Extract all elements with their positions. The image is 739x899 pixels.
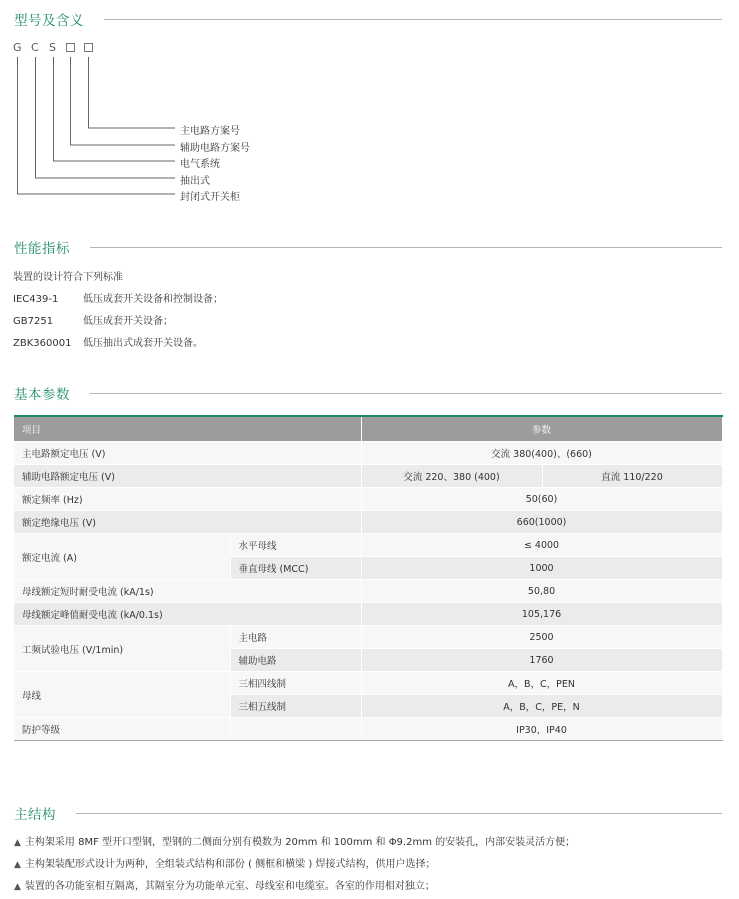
section-divider <box>90 247 722 248</box>
list-item <box>14 855 435 870</box>
standard-desc: 低压成套开关设备和控制设备； <box>83 294 223 305</box>
table-row <box>14 534 722 557</box>
model-letter-g: G <box>13 41 22 54</box>
table-row <box>14 626 722 649</box>
row-value: 105,176 <box>361 603 722 626</box>
table-row <box>14 488 722 511</box>
table-row <box>14 511 722 534</box>
triangle-bullet-icon: ▲ <box>14 882 21 892</box>
meaning-enclosed-switchgear: 封闭式开关柜 <box>180 192 240 203</box>
row-value: 50,80 <box>361 580 722 603</box>
list-item-text: 主构架采用 8MF 型开口型钢，型钢的二侧面分别有模数为 20mm 和 100mm 和 Φ9.2mm 的安装孔，内部安装灵活方便； <box>24 837 576 848</box>
section-divider <box>76 813 722 814</box>
row-label: 辅助电路额定电压 (V) <box>14 465 361 488</box>
row-sublabel: 三相五线制 <box>230 695 361 718</box>
performance-intro: 装置的设计符合下列标准 <box>13 272 123 283</box>
header-item: 项目 <box>14 416 361 442</box>
standard-row <box>13 312 173 327</box>
standard-desc: 低压抽出式成套开关设备。 <box>83 338 203 349</box>
row-sublabel: 主电路 <box>230 626 361 649</box>
placeholder-box-1 <box>66 43 75 52</box>
standard-desc: 低压成套开关设备； <box>83 316 173 327</box>
standard-code: ZBK360001 <box>13 338 72 349</box>
table-row <box>14 672 722 695</box>
row-label: 额定频率 (Hz) <box>14 488 361 511</box>
model-letter-s: S <box>49 41 56 54</box>
triangle-bullet-icon: ▲ <box>14 860 21 870</box>
row-value: IP30，IP40 <box>361 718 722 741</box>
row-label: 工频试验电压 (V/1min) <box>14 626 230 672</box>
row-value-dc: 直流 110/220 <box>542 465 722 488</box>
section-heading-performance <box>14 237 722 257</box>
standard-row <box>13 334 203 349</box>
row-value: A，B，C，PEN <box>361 672 722 695</box>
placeholder-box-2 <box>84 43 93 52</box>
table-header-row <box>14 416 722 442</box>
standard-row <box>13 290 223 305</box>
table-row <box>14 465 722 488</box>
params-table <box>14 415 723 741</box>
row-label: 额定电流 (A) <box>14 534 230 580</box>
meaning-aux-circuit: 辅助电路方案号 <box>180 143 250 154</box>
section-title: 性能指标 <box>14 241 70 257</box>
section-title: 主结构 <box>14 807 56 823</box>
row-label: 母线额定峰值耐受电流 (kA/0.1s) <box>14 603 361 626</box>
row-value: 50(60) <box>361 488 722 511</box>
standard-code: GB7251 <box>13 316 54 327</box>
section-heading-params <box>14 383 722 403</box>
row-value: 660(1000) <box>361 511 722 534</box>
row-value-ac: 交流 220、380 (400) <box>361 465 542 488</box>
row-label: 额定绝缘电压 (V) <box>14 511 361 534</box>
row-value: 交流 380(400)、(660) <box>361 442 722 465</box>
table-row <box>14 580 722 603</box>
header-param: 参数 <box>361 416 722 442</box>
section-heading-structure <box>14 803 722 823</box>
section-title: 型号及含义 <box>14 13 84 29</box>
triangle-bullet-icon: ▲ <box>14 838 21 848</box>
row-value: A，B，C，PE，N <box>361 695 722 718</box>
section-title: 基本参数 <box>14 387 70 403</box>
list-item <box>14 877 435 892</box>
row-value: 2500 <box>361 626 722 649</box>
row-label: 母线额定短时耐受电流 (kA/1s) <box>14 580 361 603</box>
table-row <box>14 442 722 465</box>
row-label: 母线 <box>14 672 230 718</box>
section-heading-model <box>14 9 722 29</box>
table-row <box>14 718 722 741</box>
list-item-text: 主构架装配形式设计为两种，全组装式结构和部份 ( 侧框和横梁 ) 焊接式结构，供用户选择； <box>24 859 436 870</box>
list-item <box>14 833 575 848</box>
row-label: 主电路额定电压 (V) <box>14 442 361 465</box>
section-divider <box>90 393 722 394</box>
row-value: ≤ 4000 <box>361 534 722 557</box>
row-sublabel-empty <box>230 718 361 741</box>
section-divider <box>104 19 722 20</box>
meaning-main-circuit: 主电路方案号 <box>180 126 240 137</box>
list-item-text: 装置的各功能室相互隔离，其隔室分为功能单元室、母线室和电缆室。各室的作用相对独立； <box>24 881 435 892</box>
row-sublabel: 垂直母线 (MCC) <box>230 557 361 580</box>
model-letter-c: C <box>31 41 39 54</box>
row-sublabel: 辅助电路 <box>230 649 361 672</box>
table-row <box>14 603 722 626</box>
row-label: 防护等级 <box>14 718 230 741</box>
meaning-drawout: 抽出式 <box>180 176 210 187</box>
row-value: 1000 <box>361 557 722 580</box>
row-sublabel: 三相四线制 <box>230 672 361 695</box>
meaning-electric-system: 电气系统 <box>180 159 220 170</box>
row-sublabel: 水平母线 <box>230 534 361 557</box>
standard-code: IEC439-1 <box>13 294 59 305</box>
row-value: 1760 <box>361 649 722 672</box>
